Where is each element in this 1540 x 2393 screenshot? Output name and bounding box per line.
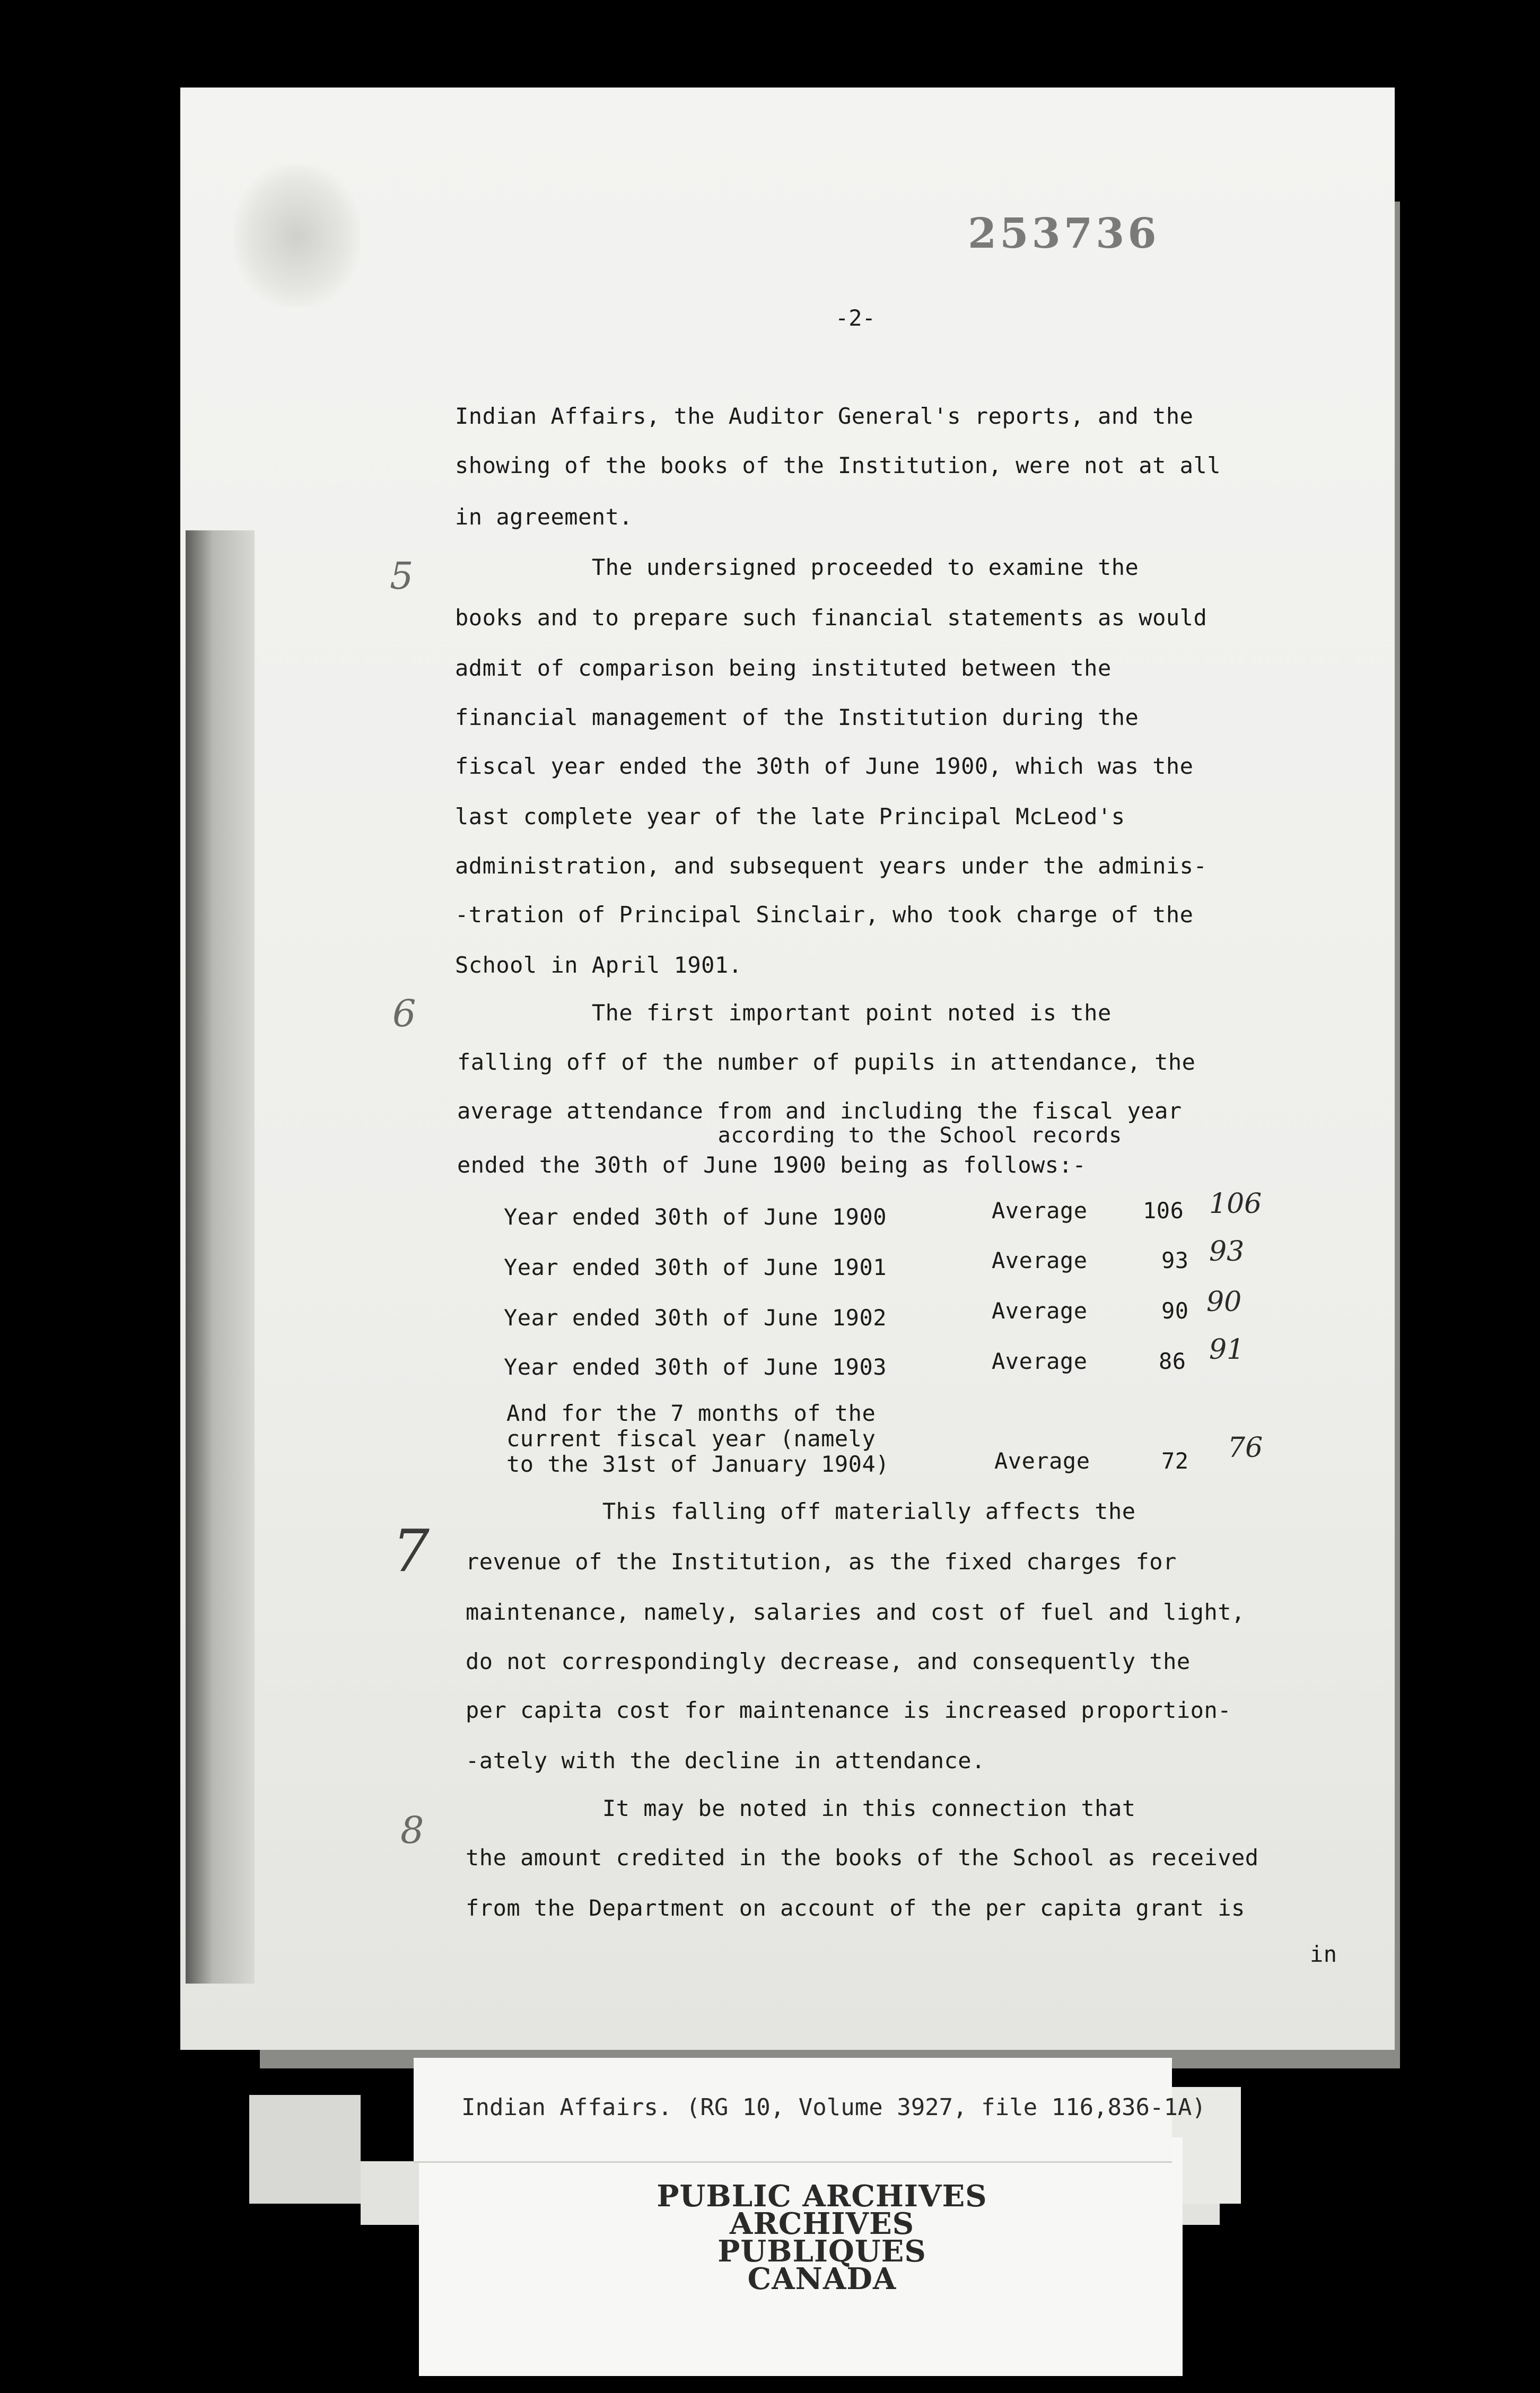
table-row-label: And for the 7 months of the (506, 1400, 876, 1426)
table-row-value: 93 (1161, 1247, 1189, 1273)
table-row-label: Year ended 30th of June 1903 (504, 1354, 887, 1380)
archive-stamp-line: PUBLIC ARCHIVES (657, 2179, 987, 2214)
text-line: do not correspondingly decrease, and consequently the (466, 1648, 1191, 1674)
margin-number: 5 (390, 554, 414, 598)
text-line: fiscal year ended the 30th of June 1900, which was the (455, 753, 1194, 779)
table-row-label: current fiscal year (namely (506, 1426, 876, 1452)
text-line: administration, and subsequent years under the adminis- (455, 853, 1208, 879)
table-row-average: Average (992, 1247, 1088, 1273)
handwritten-value: 93 (1209, 1236, 1245, 1268)
table-row-value: 72 (1161, 1448, 1189, 1474)
handwritten-value: 91 (1209, 1334, 1245, 1366)
text-line: showing of the books of the Institution, were not at all (455, 452, 1221, 478)
text-line: average attendance from and including the fiscal year (457, 1098, 1182, 1124)
text-line: The first important point noted is the (455, 1000, 1112, 1026)
handwritten-value: 76 (1228, 1432, 1263, 1464)
text-line: Indian Affairs, the Auditor General's reports, and the (455, 403, 1194, 429)
text-line: per capita cost for maintenance is increased proportion- (466, 1697, 1232, 1723)
archive-stamp (642, 2179, 1002, 2296)
table-row-average: Average (994, 1448, 1090, 1474)
text-line: books and to prepare such financial statements as would (455, 605, 1208, 631)
text-line: -tration of Principal Sinclair, who took charge of the (455, 902, 1194, 928)
text-line: the amount credited in the books of the School as received (466, 1845, 1259, 1871)
text-line: falling off of the number of pupils in attendance, the (457, 1049, 1196, 1075)
table-row-average: Average (992, 1198, 1088, 1224)
page-number: -2- (835, 305, 876, 331)
table-row-label: Year ended 30th of June 1902 (504, 1305, 887, 1331)
archive-stamp-line: ARCHIVES PUBLIQUES (718, 2206, 926, 2269)
text-line: from the Department on account of the per capita grant is (466, 1895, 1245, 1921)
table-row-value: 106 (1143, 1198, 1184, 1224)
margin-number: 8 (400, 1809, 424, 1852)
table-row-average: Average (992, 1298, 1088, 1324)
reference-label (414, 2058, 1206, 2163)
table-row-average: Average (992, 1348, 1088, 1374)
archive-card (419, 2137, 1183, 2376)
text-line-continuation: in (1310, 1941, 1337, 1967)
text-line: in agreement. (455, 504, 633, 530)
table-row-value: 90 (1161, 1298, 1189, 1324)
text-line: last complete year of the late Principal McLeod's (455, 804, 1125, 829)
margin-number: 6 (392, 992, 416, 1035)
text-line: ended the 30th of June 1900 being as follows:- (457, 1152, 1087, 1178)
table-row-label: to the 31st of January 1904) (506, 1451, 890, 1477)
handwritten-value: 90 (1206, 1286, 1242, 1318)
archive-stamp-line: CANADA (747, 2261, 897, 2296)
text-line: financial management of the Institution during the (455, 704, 1139, 730)
page-edge (186, 530, 255, 1984)
table-row-value: 86 (1159, 1348, 1186, 1374)
text-line: maintenance, namely, salaries and cost of fuel and light, (466, 1599, 1245, 1625)
text-line: -ately with the decline in attendance. (466, 1748, 985, 1774)
text-line: admit of comparison being instituted between the (455, 655, 1112, 681)
paper-blot (233, 164, 361, 308)
text-line: School in April 1901. (455, 952, 742, 978)
margin-number: 7 (392, 1517, 430, 1585)
archive-strip-left (249, 2095, 361, 2204)
reference-label-text: Indian Affairs. (RG 10, Volume 3927, file 116,836-1A) (461, 2094, 1206, 2121)
text-line: It may be noted in this connection that (466, 1795, 1136, 1821)
text-line: This falling off materially affects the (466, 1498, 1136, 1524)
handwritten-value: 106 (1209, 1188, 1262, 1220)
text-line-insert: according to the School records (457, 1123, 1122, 1148)
document-stamp-number: 253736 (968, 209, 1160, 258)
table-row-label: Year ended 30th of June 1901 (504, 1254, 887, 1280)
table-row-label: Year ended 30th of June 1900 (504, 1204, 887, 1230)
text-line: The undersigned proceeded to examine the (455, 554, 1139, 580)
text-line: revenue of the Institution, as the fixed charges for (466, 1549, 1177, 1575)
